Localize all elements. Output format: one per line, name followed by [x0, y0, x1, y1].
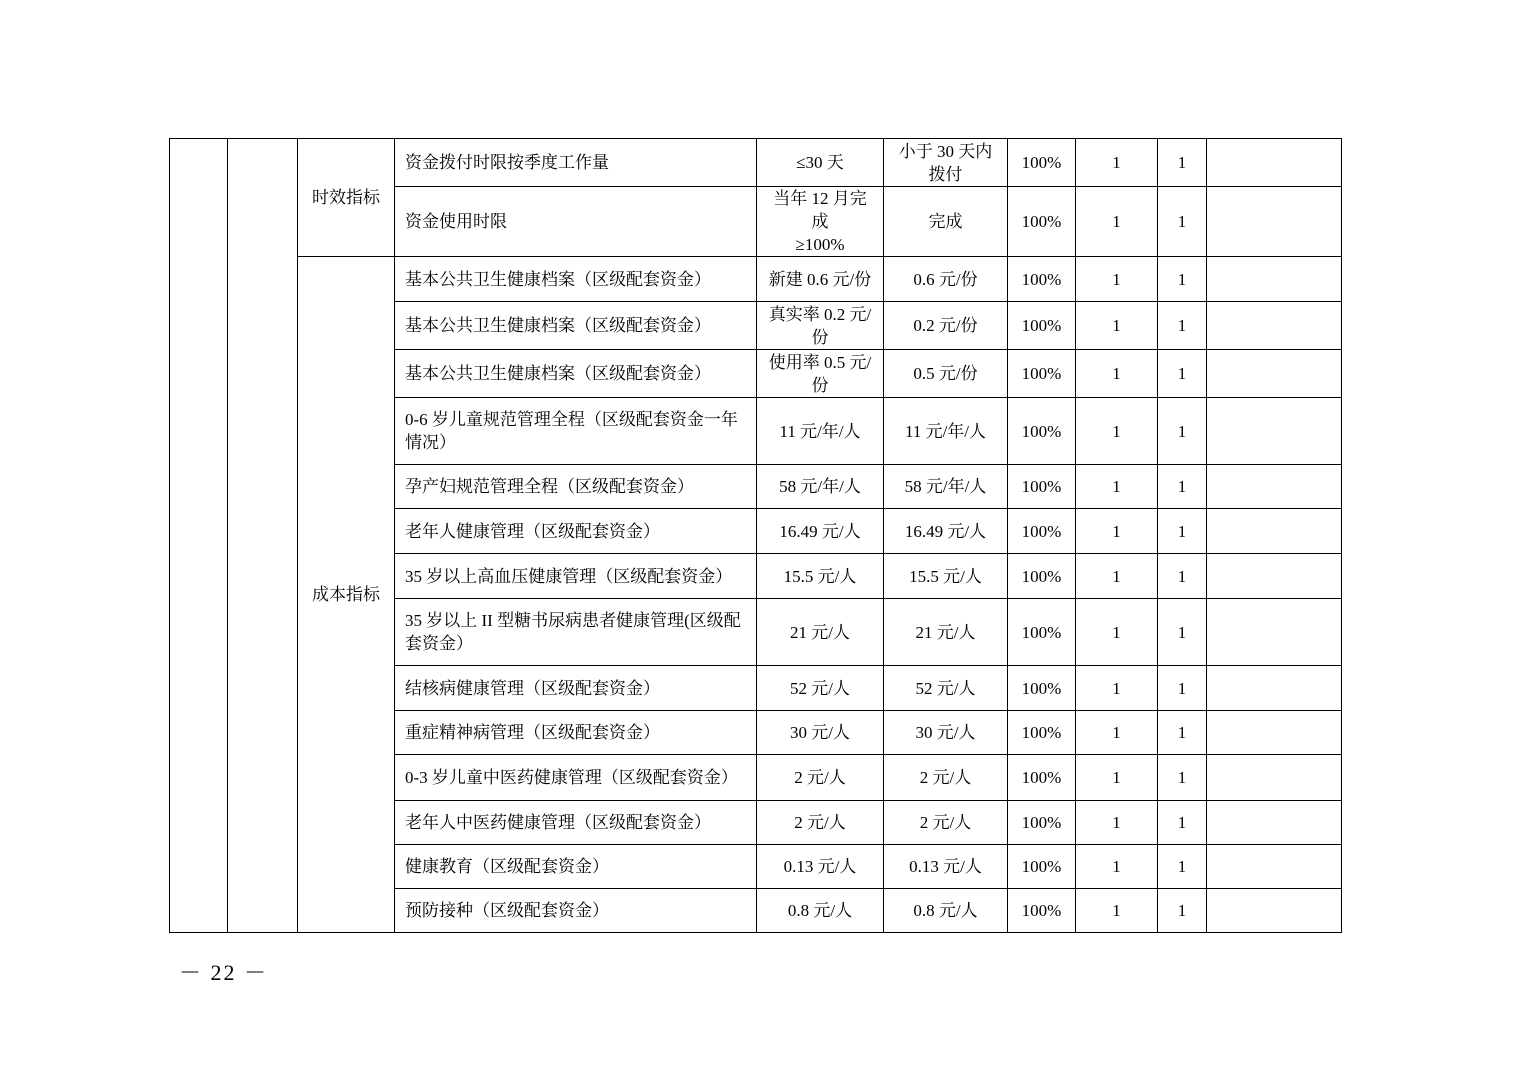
remark-cell [1207, 599, 1342, 666]
indicator-item: 预防接种（区级配套资金） [395, 889, 757, 933]
actual-value: 2 元/人 [884, 755, 1008, 801]
category-cell-1 [170, 139, 228, 933]
remark-cell [1207, 554, 1342, 599]
completion-rate: 100% [1008, 599, 1076, 666]
performance-indicator-table [169, 138, 1342, 933]
table-body [170, 139, 1342, 933]
page-number: － 22 － [179, 960, 269, 985]
score-value: 1 [1158, 350, 1207, 398]
remark-cell [1207, 509, 1342, 554]
weight-score: 1 [1076, 257, 1158, 302]
indicator-item: 重症精神病管理（区级配套资金） [395, 711, 757, 755]
indicator-item: 老年人健康管理（区级配套资金） [395, 509, 757, 554]
score-value: 1 [1158, 599, 1207, 666]
remark-cell [1207, 302, 1342, 350]
indicator-item: 结核病健康管理（区级配套资金） [395, 666, 757, 711]
score-value: 1 [1158, 889, 1207, 933]
weight-score: 1 [1076, 889, 1158, 933]
completion-rate: 100% [1008, 755, 1076, 801]
remark-cell [1207, 666, 1342, 711]
remark-cell [1207, 187, 1342, 257]
completion-rate: 100% [1008, 554, 1076, 599]
table-row [170, 139, 1342, 187]
target-value: 2 元/人 [757, 755, 884, 801]
weight-score: 1 [1076, 139, 1158, 187]
actual-value: 30 元/人 [884, 711, 1008, 755]
target-value: 21 元/人 [757, 599, 884, 666]
completion-rate: 100% [1008, 801, 1076, 845]
remark-cell [1207, 465, 1342, 509]
remark-cell [1207, 398, 1342, 465]
indicator-item: 基本公共卫生健康档案（区级配套资金） [395, 257, 757, 302]
category-cell-2 [228, 139, 298, 933]
indicator-item: 资金拨付时限按季度工作量 [395, 139, 757, 187]
actual-value: 0.8 元/人 [884, 889, 1008, 933]
indicator-item: 资金使用时限 [395, 187, 757, 257]
target-value: 0.8 元/人 [757, 889, 884, 933]
actual-value: 58 元/年/人 [884, 465, 1008, 509]
completion-rate: 100% [1008, 350, 1076, 398]
score-value: 1 [1158, 755, 1207, 801]
weight-score: 1 [1076, 302, 1158, 350]
indicator-item: 35 岁以上 II 型糖书尿病患者健康管理(区级配套资金） [395, 599, 757, 666]
remark-cell [1207, 350, 1342, 398]
target-value: ≤30 天 [757, 139, 884, 187]
remark-cell [1207, 889, 1342, 933]
completion-rate: 100% [1008, 509, 1076, 554]
remark-cell [1207, 257, 1342, 302]
completion-rate: 100% [1008, 711, 1076, 755]
weight-score: 1 [1076, 398, 1158, 465]
remark-cell [1207, 711, 1342, 755]
weight-score: 1 [1076, 845, 1158, 889]
indicator-item: 老年人中医药健康管理（区级配套资金） [395, 801, 757, 845]
table-row [170, 257, 1342, 302]
weight-score: 1 [1076, 666, 1158, 711]
score-value: 1 [1158, 801, 1207, 845]
target-value: 2 元/人 [757, 801, 884, 845]
completion-rate: 100% [1008, 187, 1076, 257]
target-value: 15.5 元/人 [757, 554, 884, 599]
weight-score: 1 [1076, 755, 1158, 801]
target-value: 当年 12 月完 成 ≥100% [757, 187, 884, 257]
target-value: 52 元/人 [757, 666, 884, 711]
actual-value: 0.2 元/份 [884, 302, 1008, 350]
score-value: 1 [1158, 139, 1207, 187]
completion-rate: 100% [1008, 398, 1076, 465]
actual-value: 16.49 元/人 [884, 509, 1008, 554]
actual-value: 0.5 元/份 [884, 350, 1008, 398]
completion-rate: 100% [1008, 302, 1076, 350]
target-value: 16.49 元/人 [757, 509, 884, 554]
actual-value: 0.13 元/人 [884, 845, 1008, 889]
indicator-item: 35 岁以上高血压健康管理（区级配套资金） [395, 554, 757, 599]
remark-cell [1207, 845, 1342, 889]
target-value: 30 元/人 [757, 711, 884, 755]
remark-cell [1207, 755, 1342, 801]
target-value: 0.13 元/人 [757, 845, 884, 889]
actual-value: 小于 30 天内 拨付 [884, 139, 1008, 187]
score-value: 1 [1158, 845, 1207, 889]
remark-cell [1207, 801, 1342, 845]
score-value: 1 [1158, 509, 1207, 554]
completion-rate: 100% [1008, 465, 1076, 509]
actual-value: 52 元/人 [884, 666, 1008, 711]
indicator-group-label: 时效指标 [298, 139, 395, 257]
score-value: 1 [1158, 187, 1207, 257]
completion-rate: 100% [1008, 257, 1076, 302]
remark-cell [1207, 139, 1342, 187]
completion-rate: 100% [1008, 889, 1076, 933]
indicator-item: 0-6 岁儿童规范管理全程（区级配套资金一年情况） [395, 398, 757, 465]
score-value: 1 [1158, 554, 1207, 599]
actual-value: 2 元/人 [884, 801, 1008, 845]
score-value: 1 [1158, 398, 1207, 465]
weight-score: 1 [1076, 509, 1158, 554]
completion-rate: 100% [1008, 139, 1076, 187]
actual-value: 15.5 元/人 [884, 554, 1008, 599]
weight-score: 1 [1076, 801, 1158, 845]
target-value: 新建 0.6 元/份 [757, 257, 884, 302]
score-value: 1 [1158, 666, 1207, 711]
completion-rate: 100% [1008, 666, 1076, 711]
weight-score: 1 [1076, 350, 1158, 398]
weight-score: 1 [1076, 187, 1158, 257]
target-value: 真实率 0.2 元/ 份 [757, 302, 884, 350]
target-value: 11 元/年/人 [757, 398, 884, 465]
weight-score: 1 [1076, 599, 1158, 666]
score-value: 1 [1158, 465, 1207, 509]
target-value: 使用率 0.5 元/ 份 [757, 350, 884, 398]
score-value: 1 [1158, 302, 1207, 350]
actual-value: 11 元/年/人 [884, 398, 1008, 465]
completion-rate: 100% [1008, 845, 1076, 889]
score-value: 1 [1158, 257, 1207, 302]
weight-score: 1 [1076, 711, 1158, 755]
weight-score: 1 [1076, 554, 1158, 599]
indicator-item: 基本公共卫生健康档案（区级配套资金） [395, 302, 757, 350]
indicator-item: 基本公共卫生健康档案（区级配套资金） [395, 350, 757, 398]
actual-value: 完成 [884, 187, 1008, 257]
actual-value: 0.6 元/份 [884, 257, 1008, 302]
actual-value: 21 元/人 [884, 599, 1008, 666]
score-value: 1 [1158, 711, 1207, 755]
target-value: 58 元/年/人 [757, 465, 884, 509]
weight-score: 1 [1076, 465, 1158, 509]
indicator-item: 孕产妇规范管理全程（区级配套资金） [395, 465, 757, 509]
indicator-item: 0-3 岁儿童中医药健康管理（区级配套资金） [395, 755, 757, 801]
indicator-item: 健康教育（区级配套资金） [395, 845, 757, 889]
indicator-group-label: 成本指标 [298, 257, 395, 933]
